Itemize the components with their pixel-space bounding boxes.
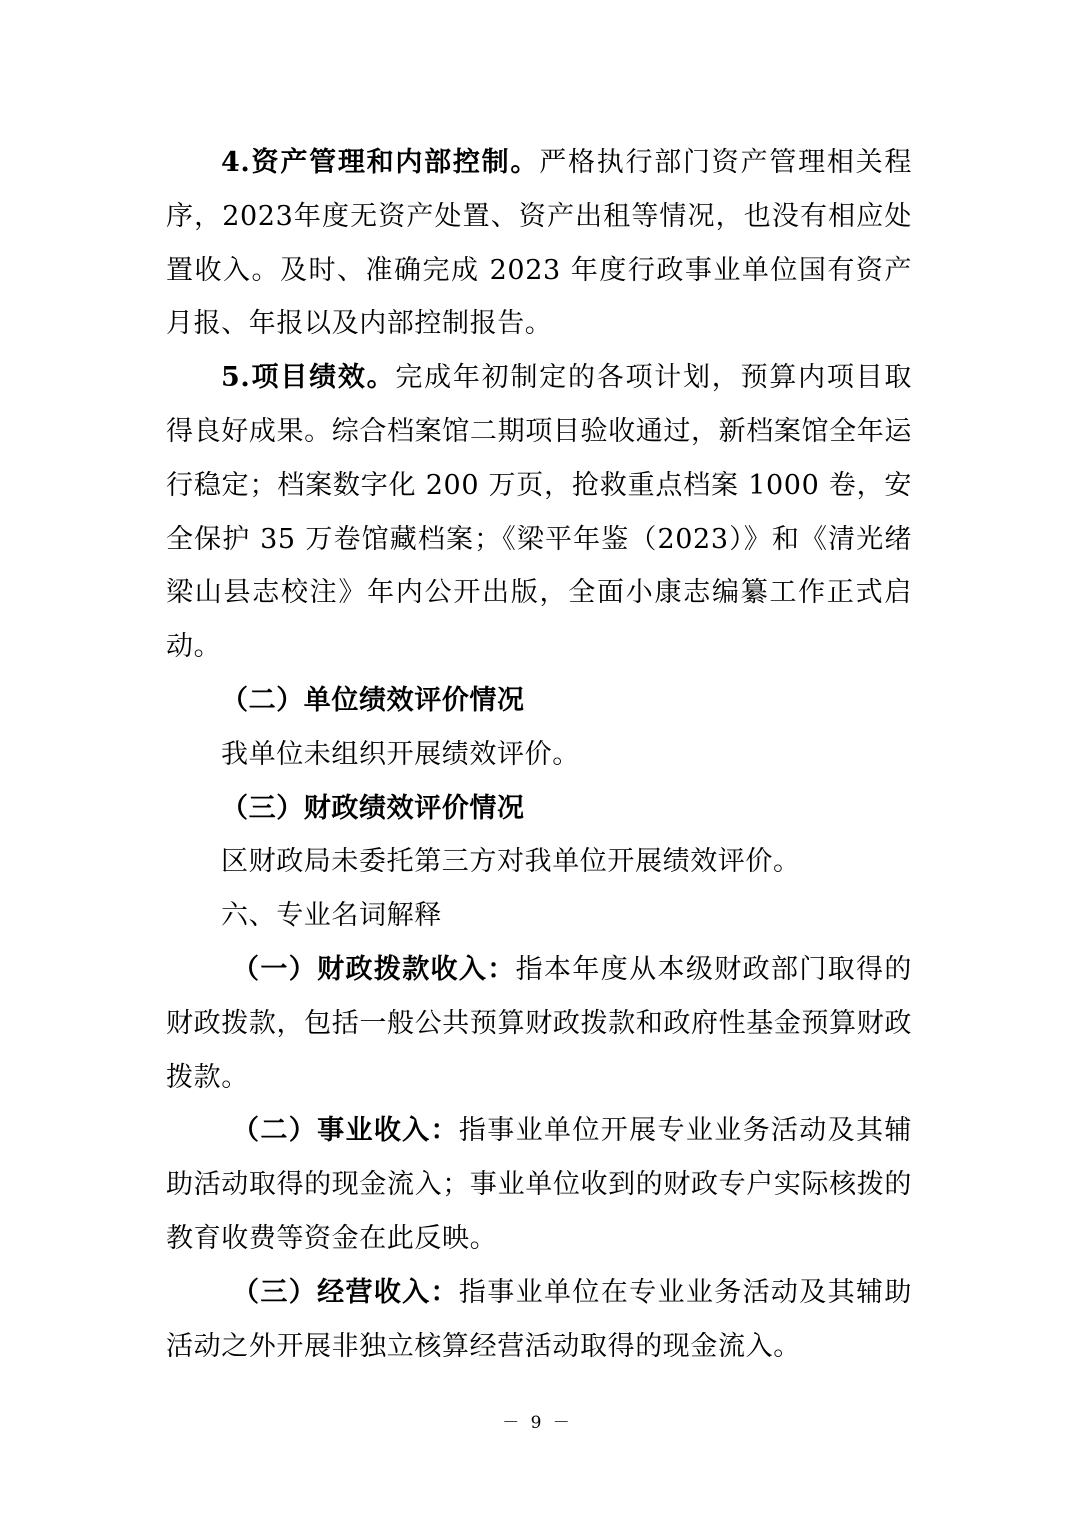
paragraph-text: 完成年初制定的各项计划，预算内项目取得良好成果。综合档案馆二期项目验收通过，新档案馆全年运行稳定；档案数字化 200 万页，抢救重点档案 1000 卷，安全保护 35 万卷馆藏档案；《梁平年鉴（2023）》和《清光绪梁山县志校注》年内公开出版，全面小康志编纂工作正式启动。 [166,362,912,663]
paragraph-finance-evaluation [166,835,912,889]
section-heading-text: （三）财政绩效评价情况 [221,792,525,824]
page-number: － 9 － [502,1413,573,1433]
section-heading-text: （二）单位绩效评价情况 [221,684,525,716]
section-heading-terminology [166,889,912,943]
paragraph-unit-evaluation [166,728,912,782]
term-heading: （一）财政拨款收入： [232,953,516,985]
paragraph-text: 指事业单位在专业业务活动及其辅助活动之外开展非独立核算经营活动取得的现金流入。 [166,1276,912,1362]
term-heading: （三）经营收入： [232,1276,459,1308]
paragraph-text: 指本年度从本级财政部门取得的财政拨款，包括一般公共预算财政拨款和政府性基金预算财政拨款。 [166,953,912,1093]
paragraph-fiscal-appropriation [166,943,912,1104]
paragraph-asset-management [166,136,912,351]
paragraph-text: 我单位未组织开展绩效评价。 [221,738,580,770]
paragraph-project-performance [166,351,912,674]
paragraph-business-income [166,1104,912,1265]
paragraph-heading: 5.项目绩效。 [221,362,396,394]
paragraph-text: 指事业单位开展专业业务活动及其辅助活动取得的现金流入；事业单位收到的财政专户实际核拨的教育收费等资金在此反映。 [166,1115,912,1254]
paragraph-text: 区财政局未委托第三方对我单位开展绩效评价。 [221,846,801,878]
paragraph-heading: 4.资产管理和内部控制。 [221,147,540,178]
paragraph-text: 严格执行部门资产管理相关程序，2023年度无资产处置、资产出租等情况，也没有相应处置收入。及时、准确完成 2023 年度行政事业单位国有资产月报、年报以及内部控制报告。 [166,147,912,340]
term-heading: （二）事业收入： [232,1115,459,1147]
section-heading-finance-evaluation [166,782,912,836]
document-body [166,136,912,1373]
section-heading-unit-evaluation [166,674,912,728]
section-heading-text: 六、专业名词解释 [221,900,442,932]
paragraph-operating-income [166,1266,912,1374]
